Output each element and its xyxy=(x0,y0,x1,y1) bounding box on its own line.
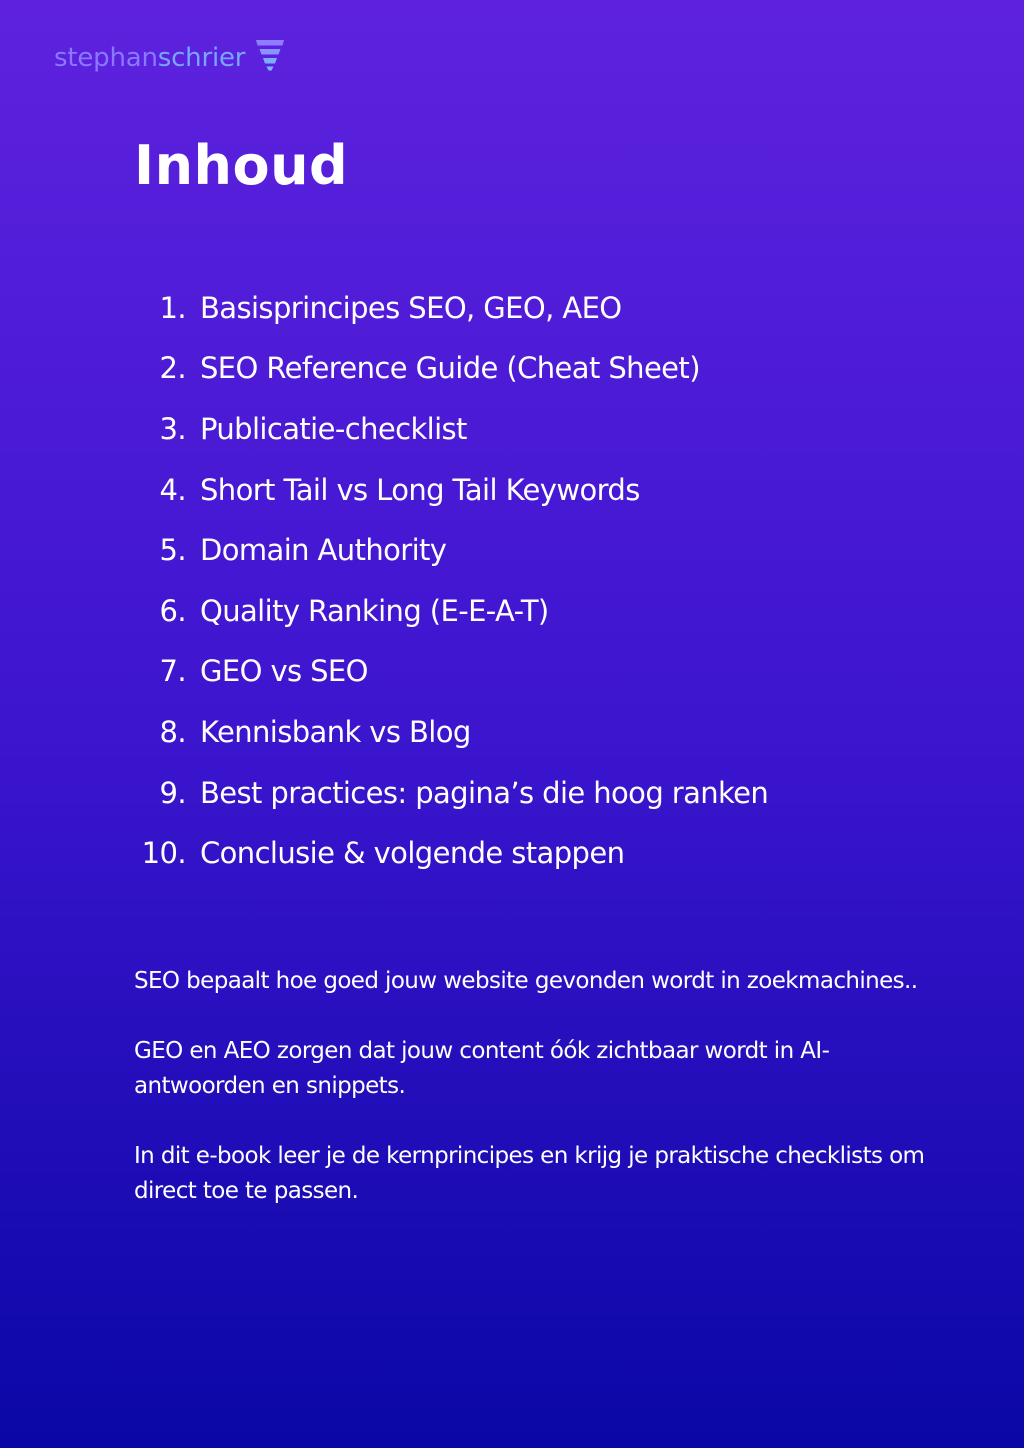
brand-name-first: stephan xyxy=(54,43,158,73)
toc-item-label: Publicatie-checklist xyxy=(200,411,467,446)
intro-paragraph-ebook: In dit e-book leer je de kernprincipes en krijg je praktische checklists om direct toe te passen. xyxy=(134,1143,925,1204)
table-of-contents xyxy=(140,278,960,884)
toc-item-label: Kennisbank vs Blog xyxy=(200,714,471,749)
page-title: Inhoud xyxy=(134,134,349,197)
toc-item xyxy=(140,581,960,642)
brand-wordmark xyxy=(54,45,245,71)
toc-item xyxy=(140,278,960,339)
toc-item-number: 1. xyxy=(159,290,186,325)
toc-item-label: Short Tail vs Long Tail Keywords xyxy=(200,472,640,507)
toc-item-number: 2. xyxy=(159,351,186,386)
toc-item xyxy=(140,520,960,581)
toc-item xyxy=(140,763,960,824)
toc-item-number: 3. xyxy=(159,411,186,446)
toc-item-number: 10. xyxy=(141,836,186,871)
toc-item xyxy=(140,399,960,460)
toc-item-label: Best practices: pagina’s die hoog ranken xyxy=(200,775,769,810)
brand-name-last: schrier xyxy=(157,43,246,73)
intro-text xyxy=(134,964,934,1244)
toc-item xyxy=(140,460,960,521)
funnel-logo-icon xyxy=(255,39,285,71)
toc-item xyxy=(140,823,960,884)
toc-item-label: GEO vs SEO xyxy=(200,654,368,689)
toc-item xyxy=(140,642,960,703)
toc-item-number: 9. xyxy=(159,775,186,810)
toc-item-label: Basisprincipes SEO, GEO, AEO xyxy=(200,290,622,325)
toc-item-number: 8. xyxy=(159,714,186,749)
toc-item xyxy=(140,702,960,763)
toc-item-label: Conclusie & volgende stappen xyxy=(200,836,625,871)
toc-item-label: SEO Reference Guide (Cheat Sheet) xyxy=(200,351,700,386)
intro-paragraph-seo: SEO bepaalt hoe goed jouw website gevonden wordt in zoekmachines.. xyxy=(134,968,918,994)
toc-item-number: 4. xyxy=(159,472,186,507)
intro-paragraph-geo-aeo: GEO en AEO zorgen dat jouw content óók zichtbaar wordt in AI-antwoorden en snippets. xyxy=(134,1038,830,1099)
toc-item xyxy=(140,339,960,400)
toc-item-label: Quality Ranking (E-E-A-T) xyxy=(200,593,549,628)
toc-item-number: 6. xyxy=(159,593,186,628)
toc-item-number: 7. xyxy=(159,654,186,689)
brand-logo xyxy=(54,38,285,78)
toc-item-number: 5. xyxy=(159,533,186,568)
toc-item-label: Domain Authority xyxy=(200,533,447,568)
